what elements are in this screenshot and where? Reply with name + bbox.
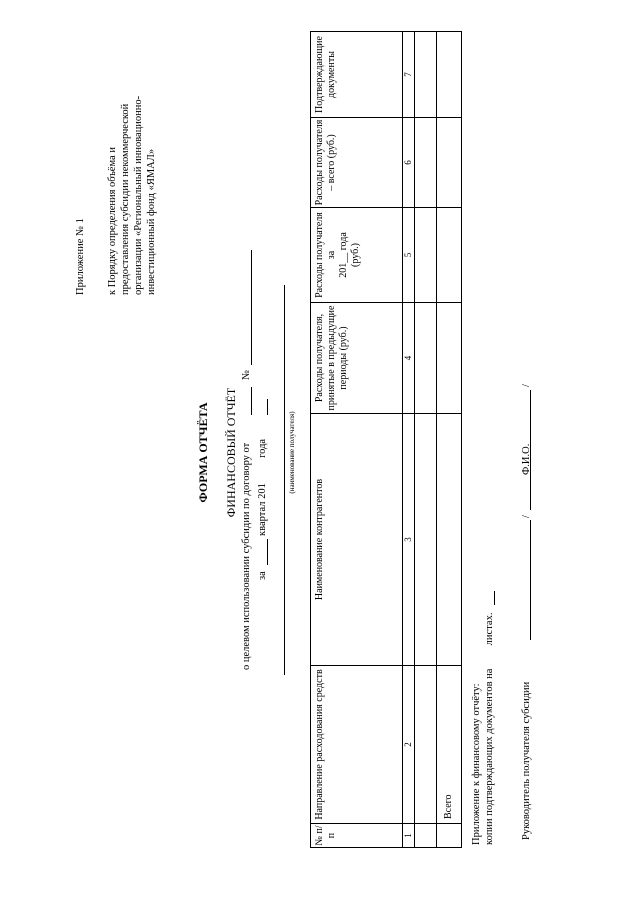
appendix-note: Приложение к финансовому отчёту: xyxy=(471,683,482,845)
header-no: № п/п xyxy=(311,823,403,847)
contract-number-line xyxy=(251,250,252,365)
appendix-title: Приложение № 1 xyxy=(75,218,86,295)
table-cell xyxy=(415,32,437,117)
quarter-blank xyxy=(267,539,268,565)
appendix-to xyxy=(106,85,158,295)
slash: / xyxy=(521,515,532,518)
table-cell xyxy=(415,117,437,207)
signature-line xyxy=(530,520,531,640)
table-cell xyxy=(437,32,461,117)
col-number: 4 xyxy=(403,302,415,413)
recipient-line xyxy=(284,285,285,675)
header-current-year: 201__ года xyxy=(338,232,349,278)
table-cell xyxy=(437,117,461,207)
header-current-unit: (руб.) xyxy=(350,243,361,267)
appendix-line: организации «Региональный инновационно- xyxy=(133,95,144,295)
signer-label: Руководитель получателя субсидии xyxy=(521,681,532,840)
fio-label: Ф.И.О. xyxy=(521,443,532,475)
report-title: ФИНАНСОВЫЙ ОТЧЁТ xyxy=(224,387,238,518)
period-suffix: года xyxy=(257,438,268,458)
report-subtitle: о целевом использовании субсидии по договору от xyxy=(241,442,252,670)
recipient-caption: (наименование получателя) xyxy=(288,411,296,494)
header-total: Расходы получателя – всего (руб.) xyxy=(311,117,403,207)
form-title: ФОРМА ОТЧЁТА xyxy=(196,402,210,503)
slash: / xyxy=(521,384,532,387)
table-cell xyxy=(415,207,437,302)
table-cell xyxy=(415,823,437,847)
header-previous: Расходы получателя, принятые в предыдущие периоды (руб.) xyxy=(311,302,403,413)
header-current-label: Расходы получателя за xyxy=(314,212,337,298)
col-number: 7 xyxy=(403,32,415,117)
sheets-blank xyxy=(494,591,495,605)
table-cell xyxy=(437,413,461,665)
col-number: 5 xyxy=(403,207,415,302)
appendix-line: инвестиционный фонд «ЯМАЛ» xyxy=(146,148,157,295)
header-current xyxy=(311,207,403,302)
period-middle: квартал 201 xyxy=(257,483,268,536)
table-cell xyxy=(437,302,461,413)
appendix-line: предоставления субсидии некоммерческой xyxy=(120,103,131,295)
header-counterparties: Наименование контрагентов xyxy=(311,413,403,665)
contract-date-line xyxy=(251,387,252,415)
table-cell xyxy=(415,665,437,823)
col-number: 3 xyxy=(403,413,415,665)
fio-line xyxy=(530,390,531,510)
table-cell xyxy=(437,823,461,847)
appendix-line: к Порядку определения объёма и xyxy=(107,147,118,295)
year-blank xyxy=(267,399,268,415)
copies-suffix: листах. xyxy=(484,612,495,646)
col-number: 1 xyxy=(403,823,415,847)
copies-line xyxy=(483,613,496,845)
period-prefix: за xyxy=(257,571,268,580)
col-number: 6 xyxy=(403,117,415,207)
header-direction: Направление расходования средств xyxy=(311,665,403,823)
table-cell xyxy=(415,302,437,413)
report-table xyxy=(310,31,462,848)
header-documents: Подтверждающие документы xyxy=(311,32,403,117)
table-cell xyxy=(415,413,437,665)
table-cell xyxy=(437,207,461,302)
col-number: 2 xyxy=(403,665,415,823)
number-sign: № xyxy=(241,369,252,380)
copies-prefix: копии подтверждающих документов на xyxy=(484,668,495,845)
total-label: Всего xyxy=(437,665,461,823)
